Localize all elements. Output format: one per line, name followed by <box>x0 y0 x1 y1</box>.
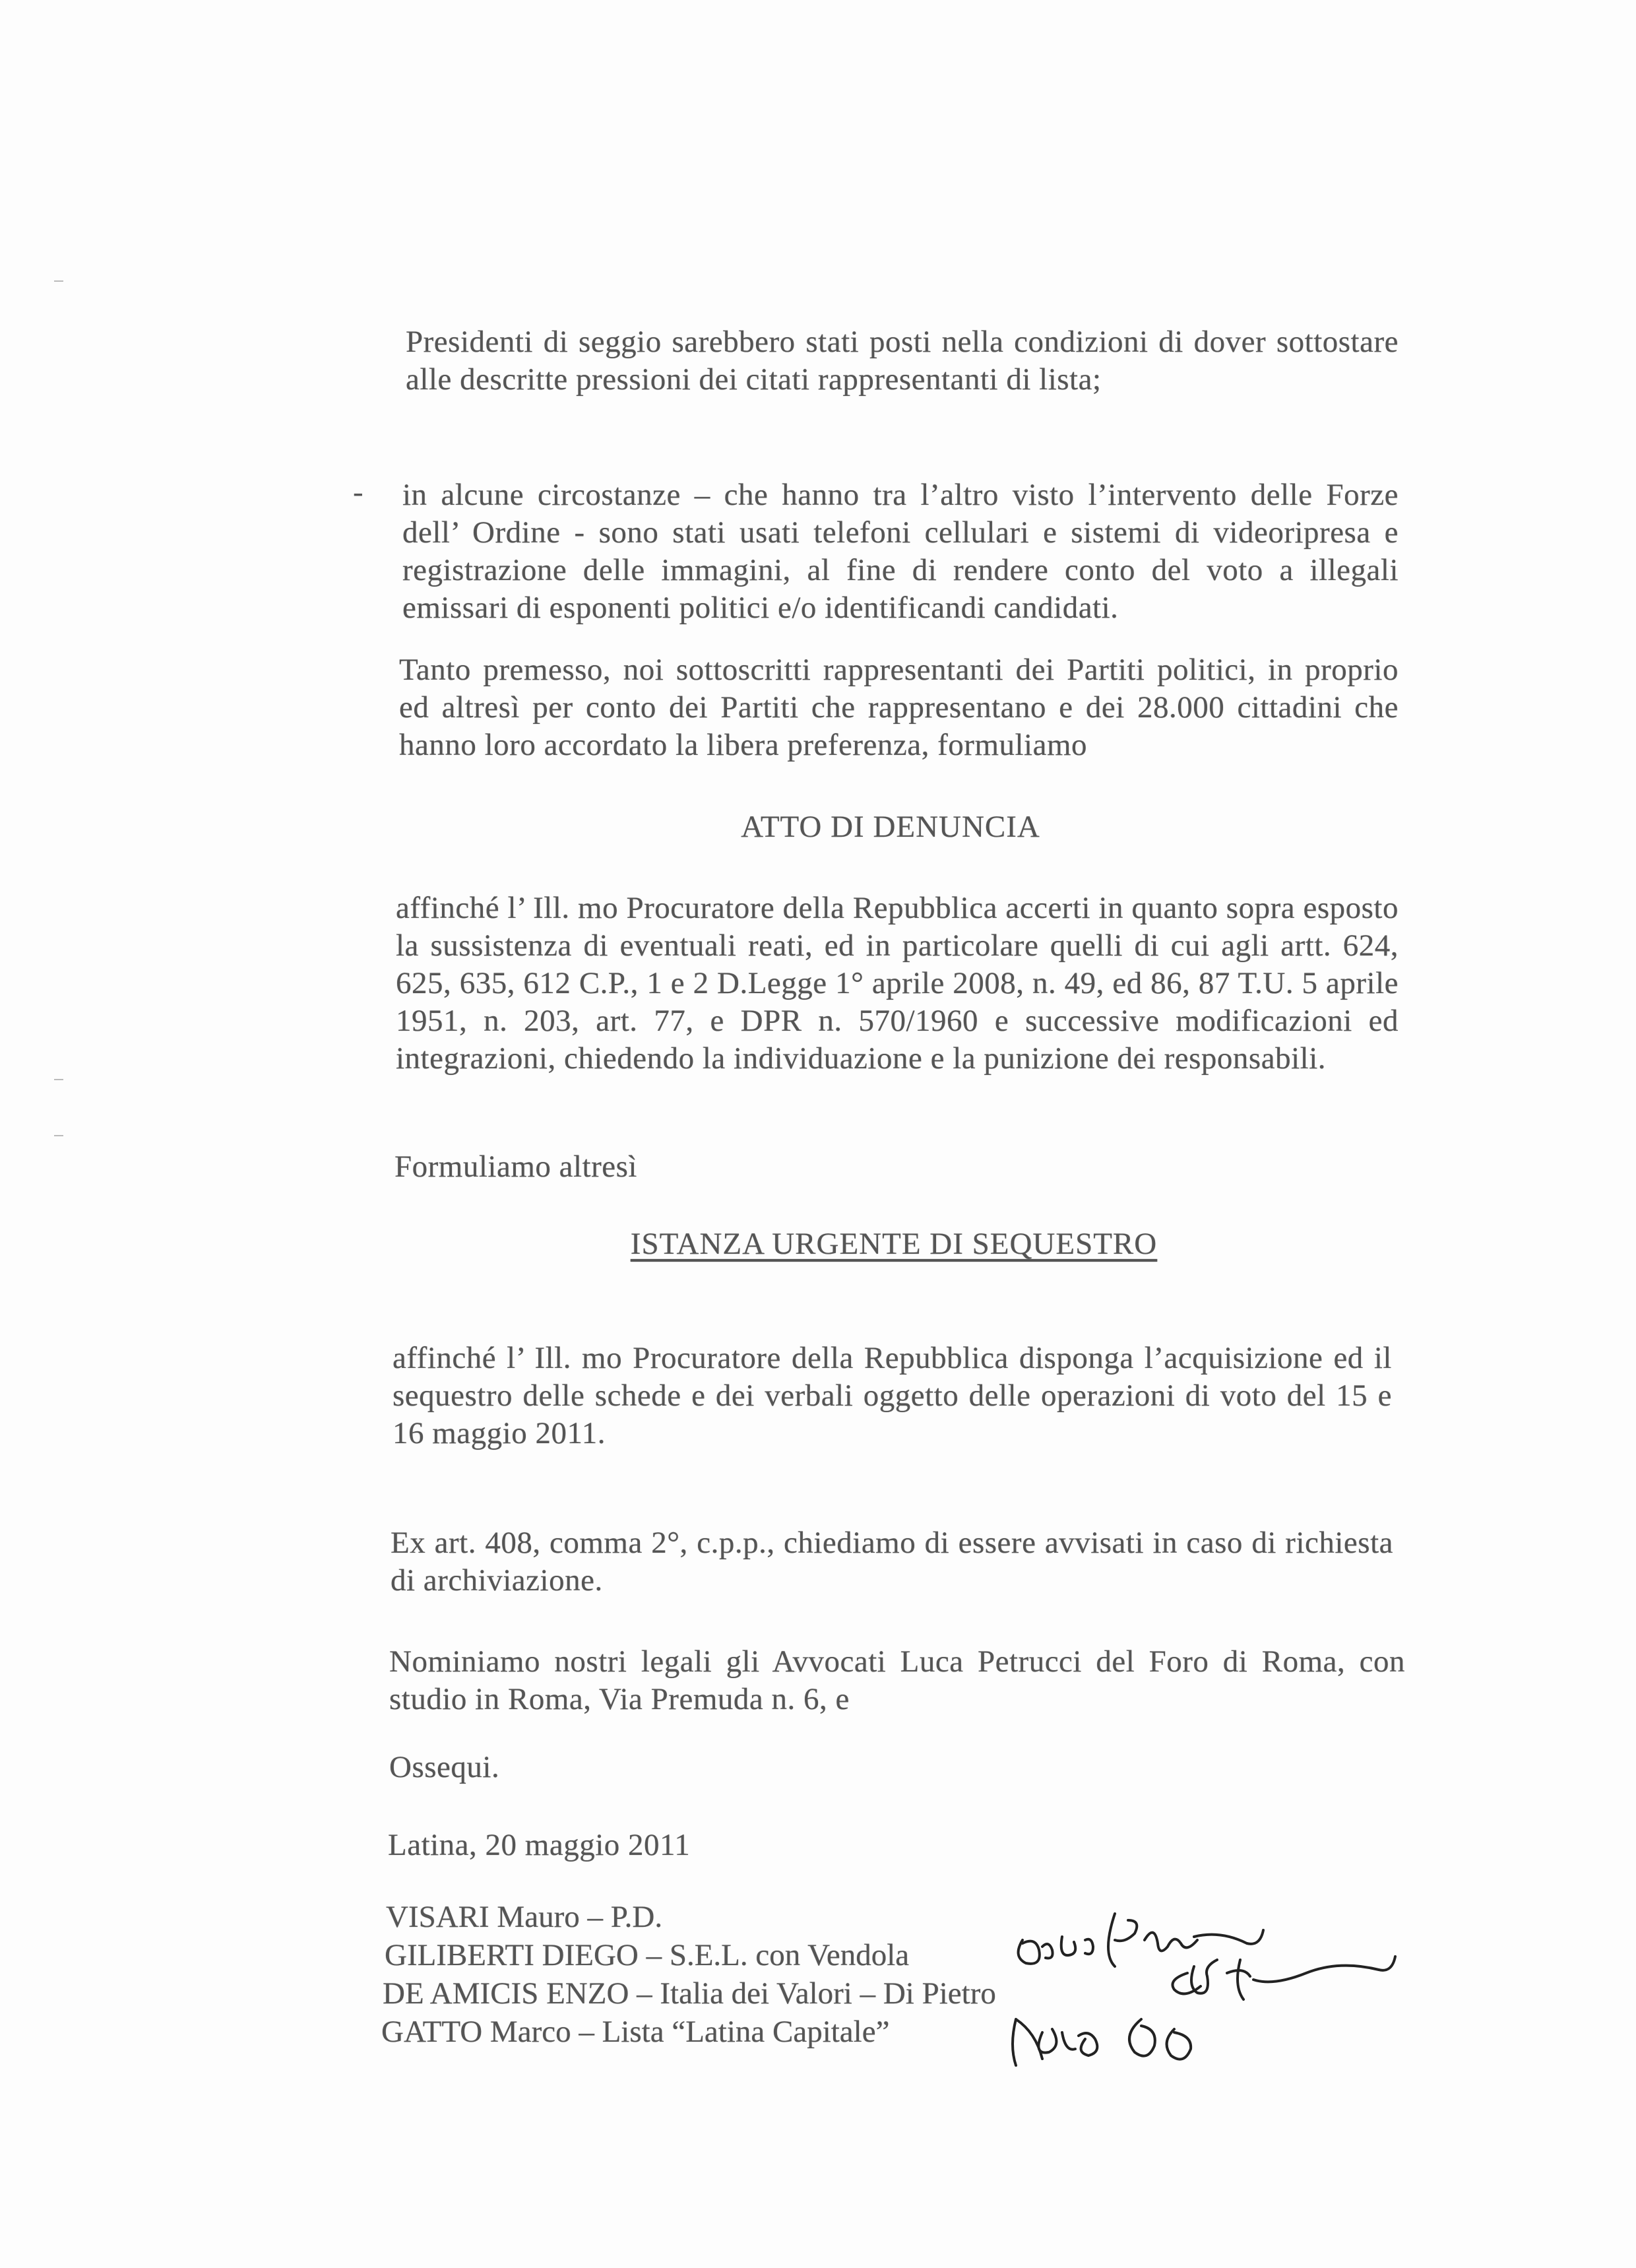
paragraph-formuliamo-altresi: Formuliamo altresì <box>394 1150 637 1184</box>
place-and-date: Latina, 20 maggio 2011 <box>388 1828 691 1862</box>
scan-speck <box>54 1135 63 1136</box>
paragraph-premesso: Tanto premesso, noi sottoscritti rappresentanti dei Partiti politici, in proprio ed altresì per conto dei Partiti che rappresentano e dei 28.000 cittadini che hanno loro accordato la libera preferenza, formuliamo <box>399 653 1399 762</box>
heading-istanza-urgente: ISTANZA URGENTE DI SEQUESTRO <box>630 1227 1158 1261</box>
signatory-line: DE AMICIS ENZO – Italia dei Valori – Di Pietro <box>383 1976 996 2011</box>
paragraph-circostanze: in alcune circostanze – che hanno tra l’altro visto l’intervento delle Forze dell’ Ordine - sono stati usati telefoni cellulari e sistemi di videoripresa e registrazione delle immagini, al fine di rendere conto del voto a illegali emissari di esponenti politici e/o identificandi candidati. <box>402 478 1399 625</box>
closing-ossequi: Ossequi. <box>389 1750 500 1784</box>
signatory-line: GILIBERTI DIEGO – S.E.L. con Vendola <box>385 1938 910 1972</box>
handwritten-signatures <box>976 1900 1438 2098</box>
paragraph-presidenti: Presidenti di seggio sarebbero stati posti nella condizioni di dover sottostare alle descritte pressioni dei citati rappresentanti di lista; <box>406 325 1399 397</box>
scan-speck <box>54 1079 63 1080</box>
bullet-dash: - <box>353 475 363 509</box>
signatory-line: VISARI Mauro – P.D. <box>386 1900 663 1934</box>
paragraph-archiviazione: Ex art. 408, comma 2°, c.p.p., chiediamo di essere avvisati in caso di richiesta di archiviazione. <box>391 1526 1393 1598</box>
scan-speck <box>54 280 63 282</box>
paragraph-accerti: affinché l’ Ill. mo Procuratore della Repubblica accerti in quanto sopra esposto la sussistenza di eventuali reati, ed in particolare quelli di cui agli artt. 624, 625, 635, 612 C.P., 1 e 2 D.Legge 1° aprile 2008, n. 49, ed 86, 87 T.U. 5 aprile 1951, n. 203, art. 77, e DPR n. 570/1960 e successive modificazioni ed integrazioni, chiedendo la individuazione e la punizione dei responsabili. <box>396 891 1399 1076</box>
paragraph-sequestro: affinché l’ Ill. mo Procuratore della Repubblica disponga l’acquisizione ed il sequestro delle schede e dei verbali oggetto delle operazioni di voto del 15 e 16 maggio 2011. <box>393 1341 1392 1450</box>
signatory-line: GATTO Marco – Lista “Latina Capitale” <box>381 2015 890 2049</box>
heading-atto-di-denuncia: ATTO DI DENUNCIA <box>741 810 1040 844</box>
paragraph-legali: Nominiamo nostri legali gli Avvocati Luca Petrucci del Foro di Roma, con studio in Roma, Via Premuda n. 6, e <box>389 1644 1405 1716</box>
